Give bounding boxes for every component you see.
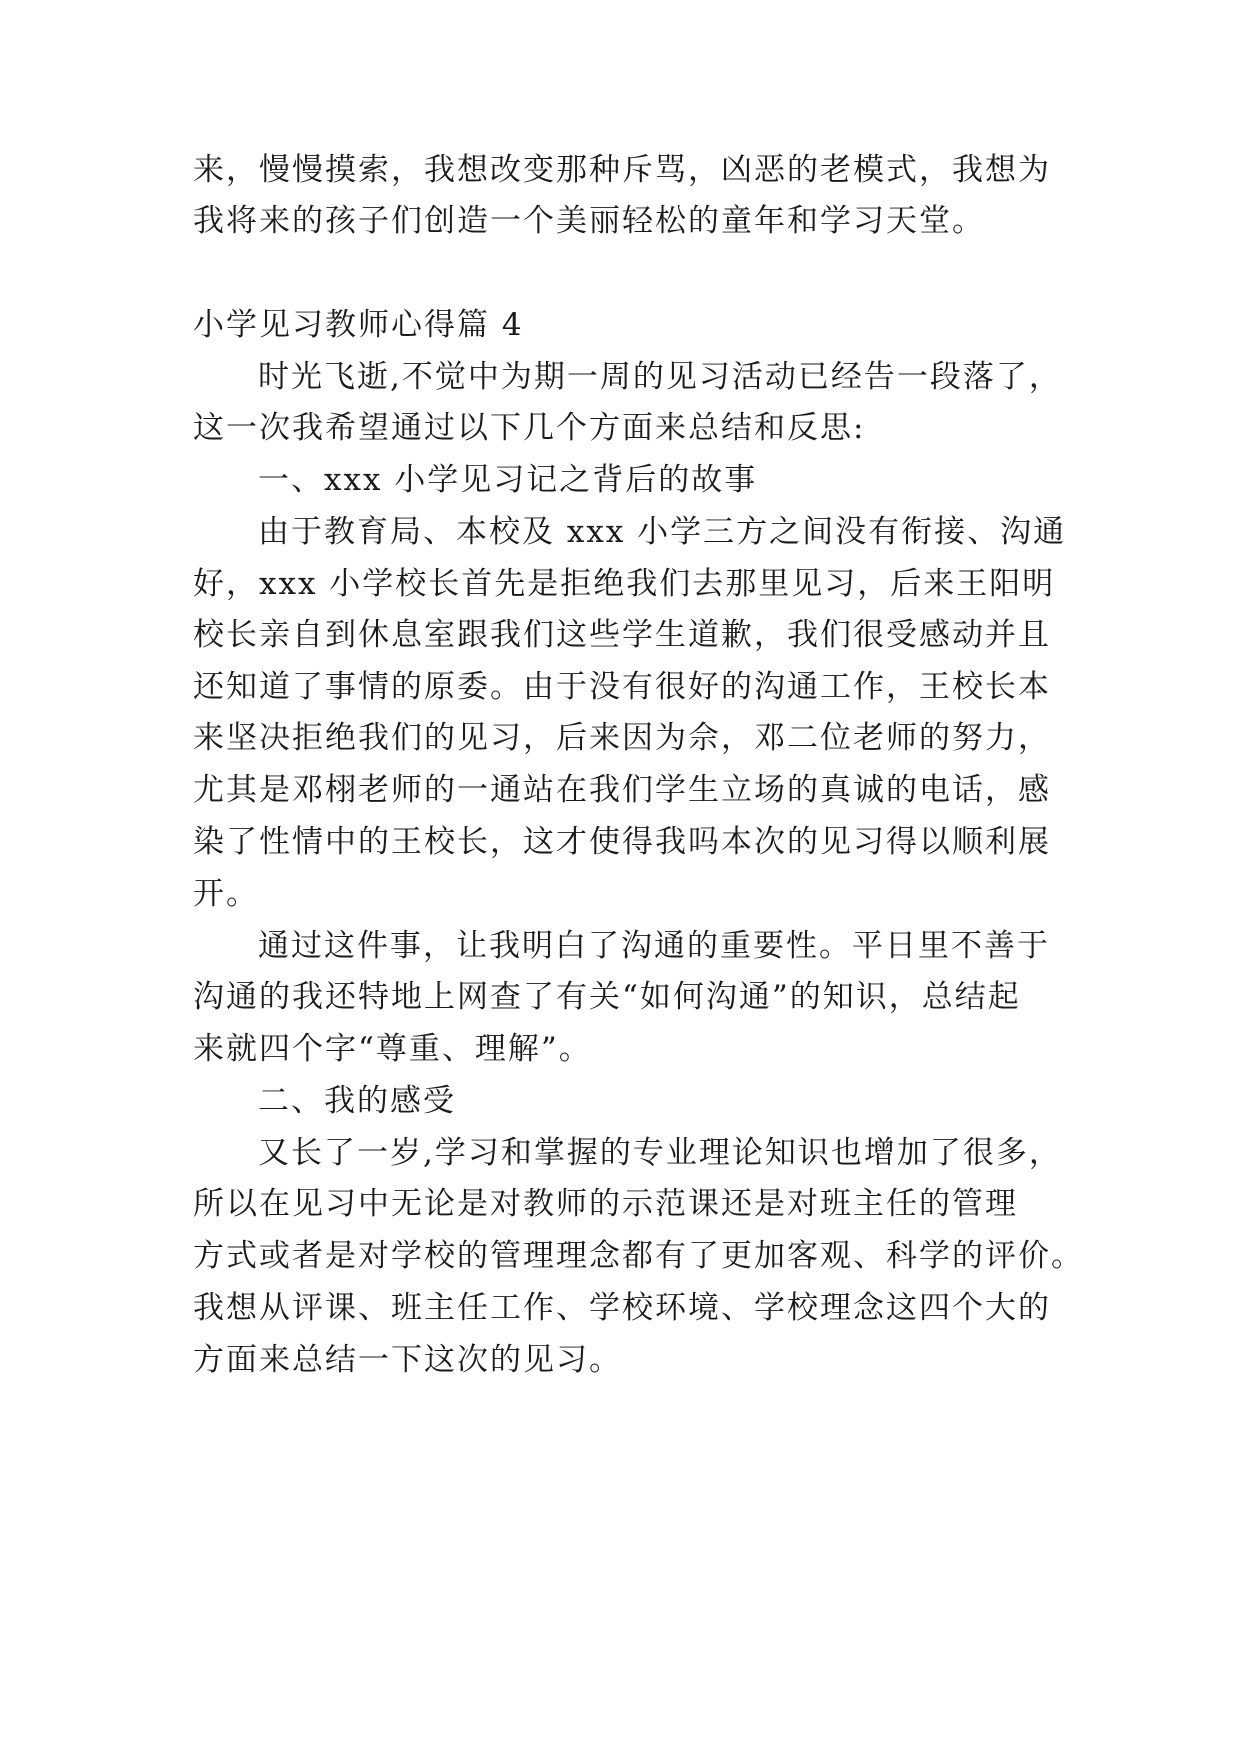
paragraph-line: 还知道了事情的原委。由于没有很好的沟通工作，王校长本 [193,669,1051,705]
paragraph-line: 这一次我希望通过以下几个方面来总结和反思: [193,410,866,446]
paragraph-line: 开。 [193,876,259,912]
subheading: 二、我的感受 [258,1083,456,1119]
paragraph-line: 时光飞逝,不觉中为期一周的见习活动已经告一段落了， [258,359,1062,395]
paragraph-line: 来，慢慢摸索，我想改变那种斥骂，凶恶的老模式，我想为 [193,152,1051,188]
paragraph-line: 校长亲自到休息室跟我们这些学生道歉，我们很受感动并且 [193,617,1051,653]
paragraph-line: 好，xxx 小学校长首先是拒绝我们去那里见习，后来王阳明 [193,566,1056,602]
paragraph-line: 染了性情中的王校长，这才使得我吗本次的见习得以顺利展 [193,824,1051,860]
paragraph-line: 尤其是邓栩老师的一通站在我们学生立场的真诚的电话，感 [193,772,1051,808]
paragraph-line: 来坚决拒绝我们的见习，后来因为佘，邓二位老师的努力， [193,720,1051,756]
paragraph-line: 又长了一岁,学习和掌握的专业理论知识也增加了很多， [258,1135,1062,1171]
paragraph-line: 沟通的我还特地上网查了有关“如何沟通”的知识，总结起 [193,979,1021,1015]
section-heading: 小学见习教师心得篇 4 [193,307,524,343]
subheading: 一、xxx 小学见习记之背后的故事 [258,462,758,498]
paragraph-line: 方面来总结一下这次的见习。 [193,1342,622,1378]
paragraph-line: 由于教育局、本校及 xxx 小学三方之间没有衔接、沟通 [258,514,1067,550]
paragraph-line: 通过这件事，让我明白了沟通的重要性。平日里不善于 [258,928,1050,964]
paragraph-line: 我想从评课、班主任工作、学校环境、学校理念这四个大的 [193,1290,1051,1326]
paragraph-line: 所以在见习中无论是对教师的示范课还是对班主任的管理 [193,1186,1018,1222]
paragraph-line: 方式或者是对学校的管理理念都有了更加客观、科学的评价。 [193,1238,1084,1274]
paragraph-line: 来就四个字“尊重、理解”。 [193,1031,592,1067]
paragraph-line: 我将来的孩子们创造一个美丽轻松的童年和学习天堂。 [193,203,985,239]
